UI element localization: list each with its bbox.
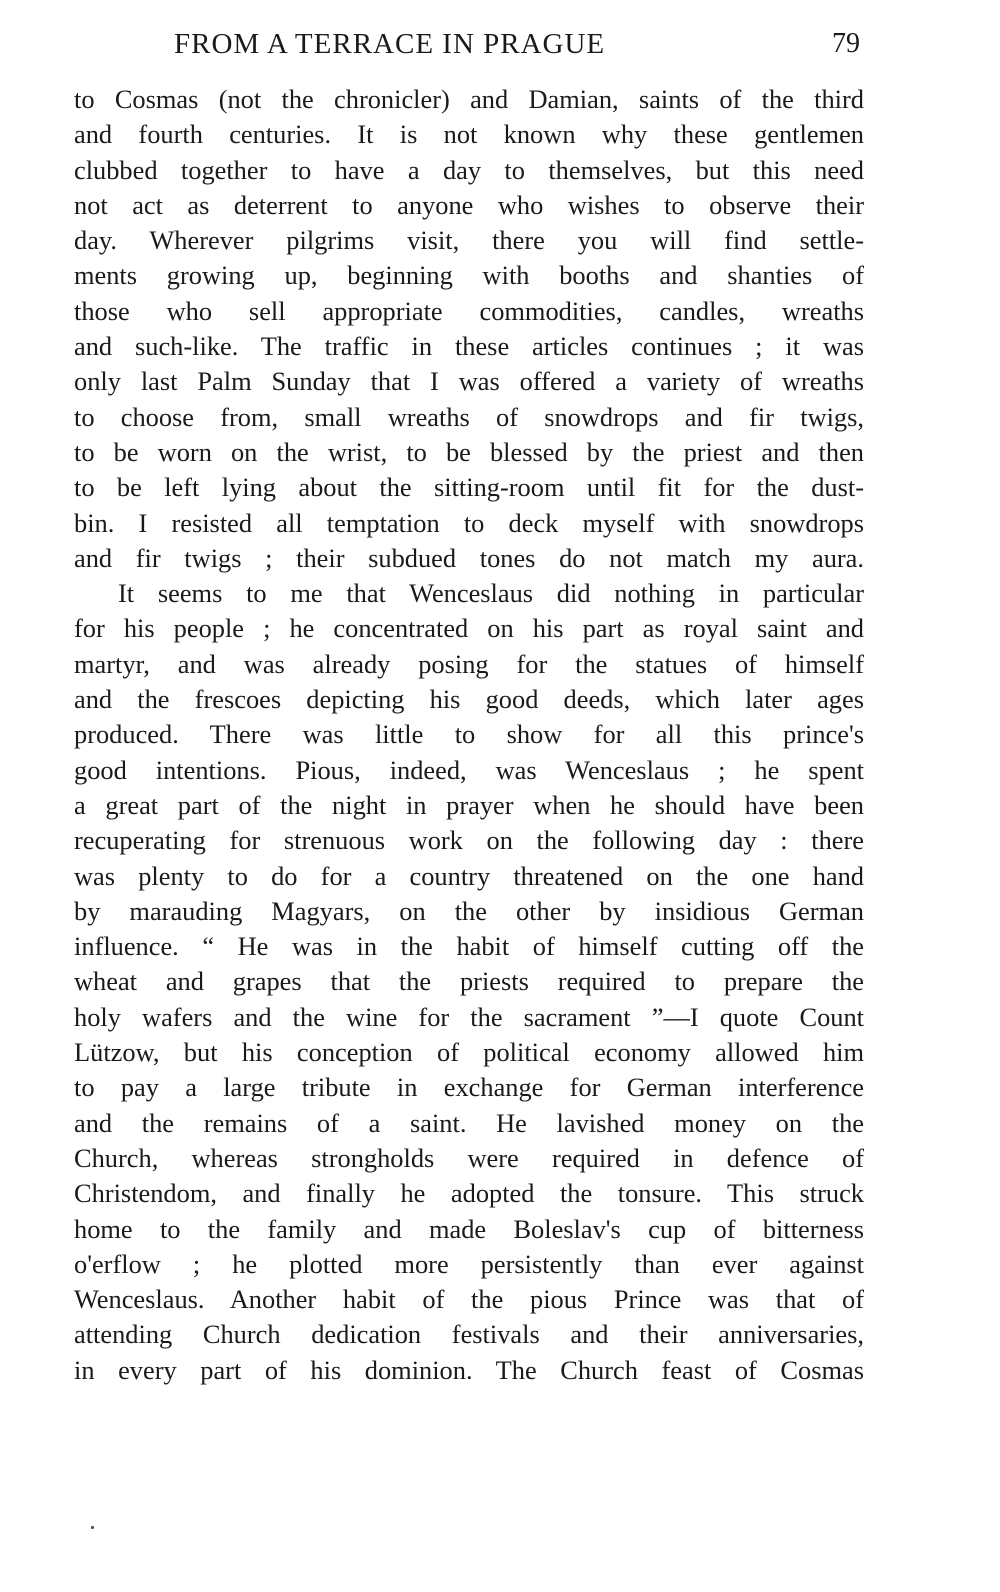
text-line: Christendom, and finally he adopted the tonsure. This struck	[74, 1178, 864, 1209]
text-line: to Cosmas (not the chronicler) and Damian, saints of the third	[74, 84, 864, 114]
running-header	[74, 28, 864, 68]
page-number: 79	[832, 28, 860, 59]
text-line: Church, whereas strongholds were required in defence of	[74, 1142, 864, 1173]
paragraph-1	[74, 82, 864, 576]
text-line: day. Wherever pilgrims visit, there you will find settle-	[74, 225, 864, 256]
text-line: to choose from, small wreaths of snowdrops and fir twigs,	[74, 401, 864, 432]
text-line: only last Palm Sunday that I was offered a variety of wreaths	[74, 366, 864, 397]
text-line: for his people ; he concentrated on his part as royal saint and	[74, 613, 864, 644]
text-line: clubbed together to have a day to themselves, but this need	[74, 154, 864, 185]
text-line: ments growing up, beginning with booths and shanties of	[74, 260, 864, 291]
text-line: to be left lying about the sitting-room until fit for the dust-	[74, 472, 864, 503]
text-line: holy wafers and the wine for the sacrament ”—I quote Count	[74, 1001, 864, 1032]
text-line: home to the family and made Boleslav's cup of bitterness	[74, 1213, 864, 1244]
text-line: produced. There was little to show for all this prince's	[74, 719, 864, 750]
stray-ink-mark	[91, 1526, 94, 1529]
text-line: and fir twigs ; their subdued tones do not match my aura.	[74, 542, 864, 573]
text-line: and such-like. The traffic in these articles continues ; it was	[74, 331, 864, 362]
text-line: a great part of the night in prayer when he should have been	[74, 789, 864, 820]
text-line: and the remains of a saint. He lavished money on the	[74, 1107, 864, 1138]
text-line: recuperating for strenuous work on the following day : there	[74, 825, 864, 856]
text-line: was plenty to do for a country threatened on the one hand	[74, 860, 864, 891]
text-line: Wenceslaus. Another habit of the pious Prince was that of	[74, 1284, 864, 1315]
text-line: to be worn on the wrist, to be blessed by the priest and then	[74, 436, 864, 467]
text-line: to pay a large tribute in exchange for German interference	[74, 1072, 864, 1103]
text-line: martyr, and was already posing for the statues of himself	[74, 648, 864, 679]
text-line: attending Church dedication festivals and their anniversaries,	[74, 1319, 864, 1350]
text-line: by marauding Magyars, on the other by insidious German	[74, 895, 864, 926]
text-line: influence. “ He was in the habit of himself cutting off the	[74, 931, 864, 962]
text-line: o'erflow ; he plotted more persistently than ever against	[74, 1248, 864, 1279]
text-line: those who sell appropriate commodities, candles, wreaths	[74, 295, 864, 326]
text-line: wheat and grapes that the priests required to prepare the	[74, 966, 864, 997]
paragraph-2	[74, 576, 864, 1388]
body-text	[74, 82, 864, 1388]
text-line: bin. I resisted all temptation to deck myself with snowdrops	[74, 507, 864, 538]
text-line: Lützow, but his conception of political economy allowed him	[74, 1037, 864, 1068]
text-line: It seems to me that Wenceslaus did nothing in particular	[118, 578, 864, 609]
text-line: and the frescoes depicting his good deeds, which later ages	[74, 684, 864, 715]
text-line: good intentions. Pious, indeed, was Wenceslaus ; he spent	[74, 754, 864, 785]
text-line: and fourth centuries. It is not known why these gentlemen	[74, 119, 864, 150]
text-line: not act as deterrent to anyone who wishes to observe their	[74, 189, 864, 220]
text-line: in every part of his dominion. The Church feast of Cosmas	[74, 1354, 864, 1385]
running-title: FROM A TERRACE IN PRAGUE	[174, 28, 606, 60]
